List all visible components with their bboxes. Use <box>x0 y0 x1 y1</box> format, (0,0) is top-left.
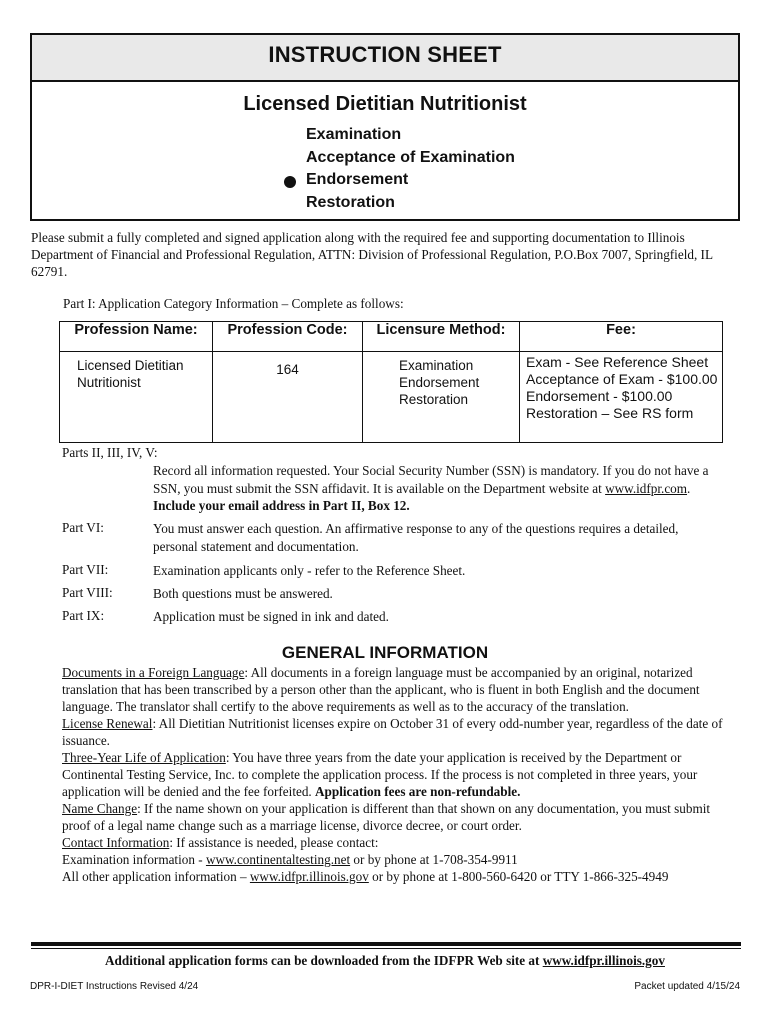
form-number: DPR-I-DIET Instructions Revised 4/24 <box>30 981 199 992</box>
contact-label: Contact Information <box>62 835 170 850</box>
contact-section <box>62 834 732 851</box>
fee-line: Endorsement - $100.00 <box>526 388 673 404</box>
footer-rule-thin <box>31 948 741 949</box>
application-life-label: Three-Year Life of Application <box>62 750 226 765</box>
fee-line: Restoration – See RS form <box>526 405 694 421</box>
method-line: Endorsement <box>399 375 480 390</box>
footer-rule <box>31 942 741 946</box>
name-change-section <box>62 800 732 834</box>
application-life-text: : You have three years from the date your application is received by the Department or Continental Testing Service, Inc. to complete the application process. If the process is not completed in three years, your application will be denied and the fee forfeited. <box>62 750 698 799</box>
type-examination: Examination <box>306 126 402 143</box>
foreign-language-text: : All documents in a foreign language must be accompanied by an original, notarized translation that has been transcribed by a person other than the applicant, who is fluent in both English and the document language. The translator shall certify to the above requirements as well as to the accuracy of the translation. <box>62 665 700 714</box>
type-restoration: Restoration <box>306 193 395 211</box>
idfpr-link[interactable]: www.idfpr.com <box>605 480 688 496</box>
selected-bullet-icon <box>284 176 296 188</box>
other-contact-prefix: All other application information – <box>62 869 250 884</box>
other-contact-line <box>62 868 732 885</box>
part-9-label: Part IX: <box>62 608 105 623</box>
page-title: INSTRUCTION SHEET <box>268 42 502 67</box>
type-acceptance: Acceptance of Examination <box>306 148 515 166</box>
fee-line: Exam - See Reference Sheet <box>526 354 709 370</box>
continental-testing-link[interactable]: www.continentaltesting.net <box>205 852 351 867</box>
parts-2-5-body: Record all information requested. Your Social Security Number (SSN) is mandatory. If you do not have a SSN, you must submit the SSN affidavit. It is available on the Department website at <box>153 463 709 496</box>
exam-contact-phone: or by phone at 1-708-354-9911 <box>350 852 518 867</box>
general-info-body <box>62 664 732 885</box>
download-link[interactable]: www.idfpr.illinois.gov <box>542 953 665 968</box>
application-type-list <box>306 124 515 214</box>
method-line: Examination <box>399 358 474 373</box>
part-8-label: Part VIII: <box>62 585 113 600</box>
part-7-label: Part VII: <box>62 562 109 577</box>
cell-fee <box>520 352 723 443</box>
header-profession-code: Profession Code: <box>213 322 363 352</box>
profession-name-line: Licensed Dietitian <box>77 358 184 373</box>
header-fee: Fee: <box>520 322 723 352</box>
intro-paragraph: Please submit a fully completed and signed application along with the required fee and supporting documentation to Illinois Department of Financial and Professional Regulation, ATTN: Division of Professional Regulation, P.O.Box 7007, Springfield, IL 62791. <box>31 230 713 279</box>
category-table <box>59 321 723 443</box>
license-renewal-section <box>62 715 732 749</box>
header-profession-name: Profession Name: <box>60 322 213 352</box>
part1-label: Part I: Application Category Information – Complete as follows: <box>63 296 404 311</box>
title-band <box>32 35 738 82</box>
packet-updated: Packet updated 4/15/24 <box>634 981 740 992</box>
other-contact-phone: or by phone at 1-800-560-6420 or TTY 1-866-325-4949 <box>368 869 669 884</box>
exam-contact-prefix: Examination information - <box>62 852 206 867</box>
page-subtitle: Licensed Dietitian Nutritionist <box>243 93 527 115</box>
license-renewal-label: License Renewal <box>62 716 153 731</box>
parts-2-5-label: Parts II, III, IV, V: <box>62 445 158 460</box>
fee-line: Acceptance of Exam - $100.00 <box>526 371 718 387</box>
table-header-row <box>60 322 723 352</box>
part-9-text: Application must be signed in ink and dated. <box>153 609 389 624</box>
type-endorsement-label: Endorsement <box>306 171 409 188</box>
general-info-heading: GENERAL INFORMATION <box>281 643 489 662</box>
foreign-language-section <box>62 664 732 715</box>
parts-2-5-sep: . <box>687 480 691 496</box>
download-note <box>0 953 770 969</box>
part-7-text: Examination applicants only - refer to the Reference Sheet. <box>153 563 466 578</box>
foreign-language-label: Documents in a Foreign Language <box>62 665 245 680</box>
idfpr-illinois-link[interactable]: www.idfpr.illinois.gov <box>249 869 369 884</box>
parts-2-5-bold: Include your email address in Part II, Box 12. <box>153 498 410 513</box>
contact-text: : If assistance is needed, please contact: <box>169 835 379 850</box>
part-6-text: You must answer each question. An affirmative response to any of the questions requires a detailed, personal statement and documentation. <box>153 521 679 554</box>
table-row <box>60 352 723 443</box>
method-line: Restoration <box>399 392 469 407</box>
application-life-section <box>62 749 732 800</box>
header-box <box>30 33 740 221</box>
header-licensure-method: Licensure Method: <box>363 322 520 352</box>
cell-profession-name <box>60 352 213 443</box>
profession-name-line: Nutritionist <box>77 375 141 390</box>
name-change-label: Name Change <box>62 801 138 816</box>
cell-profession-code: 164 <box>213 352 363 443</box>
download-note-text: Additional application forms can be downloaded from the IDFPR Web site at <box>105 953 543 968</box>
non-refundable-notice: Application fees are non-refundable. <box>315 784 521 799</box>
type-endorsement <box>306 169 515 192</box>
name-change-text: : If the name shown on your application is different than that shown on any documentation, you must submit proof of a legal name change such as a marriage license, divorce decree, or court order. <box>62 801 711 833</box>
part-8-text: Both questions must be answered. <box>153 586 333 601</box>
license-renewal-text: : All Dietitian Nutritionist licenses expire on October 31 of every odd-number year, regardless of the date of issuance. <box>62 716 723 748</box>
part-6-label: Part VI: <box>62 520 104 535</box>
parts-2-5-text <box>153 462 723 515</box>
exam-contact-line <box>62 851 732 868</box>
cell-licensure-method <box>363 352 520 443</box>
